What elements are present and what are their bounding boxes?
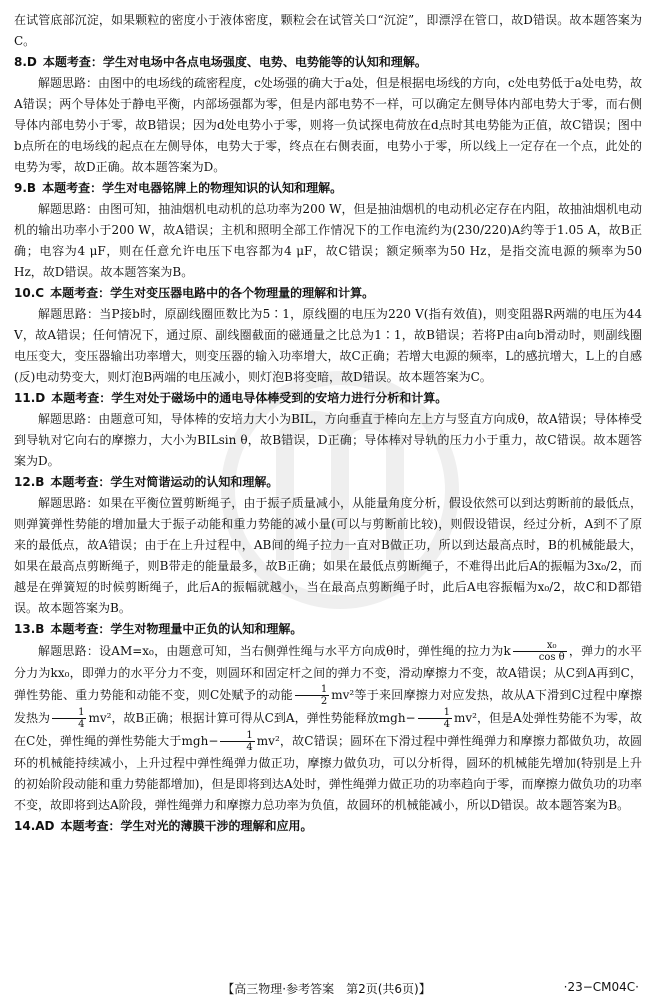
question-focus: 本题考查：学生对电场中各点电场强度、电势、电势能等的认知和理解。	[42, 55, 427, 69]
question-focus: 本题考查：学生对光的薄膜干涉的理解和应用。	[60, 819, 313, 833]
question-13-heading	[14, 619, 642, 640]
question-number: 9.B	[14, 181, 37, 195]
fraction-numerator: 1	[418, 707, 452, 719]
question-13-solution	[14, 640, 642, 816]
question-focus: 本题考查：学生对物理量中正负的认知和理解。	[50, 622, 303, 636]
fraction-numerator: 1	[295, 684, 329, 696]
question-8-solution: 解题思路：由图中的电场线的疏密程度，c处场强的确大于a处，但是根据电场线的方向，c处电势低于a处电势，故A错误；两个导体处于静电平衡，内部场强都为零，但是内部电势不一样，可以确定左侧导体内部电势大于零，而右侧导体内部电势小于零，故B错误；因为d处电势小于零，则将一负试探电荷放在d点时其电势能为正值，故C错误；图中b点所在的电场线的起点在左侧导体，电势大于零，终点在右侧表面，电势小于零，所以线上一定存在一个点，此处的电势为零，故D正确。故本题答案为D。	[14, 76, 642, 174]
solution-text: 解题思路：设AM=x₀，由题意可知，当右侧弹性绳与水平方向成θ时，弹性绳的拉力为k	[38, 644, 511, 658]
fraction-denominator: 4	[246, 742, 253, 753]
question-11-heading	[14, 388, 642, 409]
answer-page	[14, 10, 642, 837]
question-number: 12.B	[14, 475, 45, 489]
question-focus: 本题考查：学生对电器铭牌上的物理知识的认知和理解。	[42, 181, 343, 195]
solution-text: mv²，故B正确；根据计算可得从C到A，弹性势能释放mgh−	[88, 711, 416, 725]
question-10-solution: 解题思路：当P接b时，原副线圈匝数比为5∶1，原线圈的电压为220 V(指有效值)，则变阻器R两端的电压为44 V，故A错误；任何情况下，通过原、副线圈截面的磁通量之比总为1∶1，故B错误；若将P由a向b滑动时，则副线圈电压变大，变压器输出功率增大，则变压器的输入功率增大，故C正确；若增大电源的频率，L的感抗增大，L上的自感(反)电动势变大，则灯泡B两端的电压减小，则灯泡B将变暗，故D错误。故本题答案为C。	[14, 307, 642, 384]
question-14-heading	[14, 816, 642, 837]
question-focus: 本题考查：学生对简谐运动的认知和理解。	[50, 475, 279, 489]
footer-page-info: 【高三物理·参考答案 第2页(共6页)】	[222, 982, 431, 996]
solution-text: ，弹力的水平分力为kx₀，即弹力的水平分力不变，则圆环和固定杆之间的弹力不变，滑动摩擦力不变，故A错误；从C到A再到C，弹性势能、重力势能和动能不变，则C处赋予的动能	[14, 644, 642, 702]
question-number: 14.AD	[14, 819, 55, 833]
previous-answer-ending: 在试管底部沉淀，如果颗粒的密度小于液体密度，颗粒会在试管关口“沉淀”，即漂浮在管口，故D错误。故本题答案为C。	[14, 13, 642, 48]
fraction-denominator: cos θ	[538, 652, 565, 663]
fraction-numerator: 1	[220, 730, 254, 742]
question-8-heading	[14, 52, 642, 73]
question-12-heading	[14, 472, 642, 493]
fraction-denominator: 4	[443, 719, 450, 730]
question-12-solution: 解题思路：如果在平衡位置剪断绳子，由于振子质量减小，从能量角度分析，假设依然可以到达剪断前的最低点，则弹簧弹性势能的增加量大于振子动能和重力势能的减小量(可以与剪断前比较)，则假设错误，经过分析，A到不了原来的最低点，故A错误；由于在上升过程中，AB间的绳子拉力一直对B做正功，所以到达最高点时，B的机械能最大，如果在最高点剪断绳子，则B带走的能量最多，故B正确；如果在最低点剪断绳子，不难得出此后A的振幅为3x₀/2，而越是在弹簧短的时候剪断绳子，此后A的振幅就越小，当在最高点剪断绳子时，此后A电容振幅为x₀/2，故C和D都错误。故本题答案为B。	[14, 496, 642, 615]
question-11-solution: 解题思路：由题意可知，导体棒的安培力大小为BIL，方向垂直于棒向左上方与竖直方向成θ，故A错误；导体棒受到导轨对它向右的摩擦力，大小为BILsin θ，故B错误，D正确；导体棒对导轨的压力小于重力，故C错误。故本题答案为D。	[14, 412, 642, 468]
question-number: 13.B	[14, 622, 45, 636]
fraction	[220, 730, 254, 753]
fraction	[52, 707, 86, 730]
fraction	[295, 684, 329, 707]
fraction	[418, 707, 452, 730]
question-number: 11.D	[14, 391, 46, 405]
page-footer	[0, 980, 653, 1000]
question-10-heading	[14, 283, 642, 304]
fraction-denominator: 2	[320, 696, 328, 707]
fraction	[513, 640, 567, 663]
question-9-solution: 解题思路：由图可知，抽油烟机电动机的总功率为200 W，但是抽油烟机的电动机必定存在内阻，故抽油烟机电动机的输出功率小于200 W，故A错误；主机和照明全部工作情况下的工作电流约为(230/220)A约等于1.05 A，故B正确；电容为4 μF，则在任意允许电压下电容都为4 μF，故C错误；额定频率为50 Hz，是指交流电源的频率为50 Hz，故D错误。故本题答案为B。	[14, 202, 642, 279]
footer-exam-code: ·23−CM04C·	[563, 980, 639, 994]
question-9-heading	[14, 178, 642, 199]
question-number: 10.C	[14, 286, 45, 300]
fraction-numerator: 1	[52, 707, 86, 719]
question-focus: 本题考查：学生对变压器电路中的各个物理量的理解和计算。	[50, 286, 375, 300]
question-focus: 本题考查：学生对处于磁场中的通电导体棒受到的安培力进行分析和计算。	[51, 391, 448, 405]
question-number: 8.D	[14, 55, 37, 69]
solution-text: mv²，但是A处弹性势能不为零，故在C处，弹性绳的弹性势能大于mgh−	[14, 711, 642, 748]
fraction-numerator: x₀	[513, 640, 567, 652]
solution-text: mv²等于来回摩擦力对应发热，故从A下滑到C过程中摩擦发热为	[14, 688, 642, 725]
fraction-denominator: 4	[78, 719, 85, 730]
solution-text: mv²，故C错误；圆环在下滑过程中弹性绳弹力和摩擦力都做负功，故圆环的机械能持续减小，上升过程中弹性绳弹力做正功，摩擦力做负功，可以分析得，圆环的机械能先增加(特别是上升的初始阶段动能和重力势能都增加)，但是即将到达A处时，弹性绳弹力做正功的功率趋向于零，而摩擦力做负功的功率不变，故即将到达A阶段，弹性绳弹力和摩擦力总功率为负值，故圆环的机械能减小，所以D错误。故本题答案为B。	[14, 734, 643, 812]
